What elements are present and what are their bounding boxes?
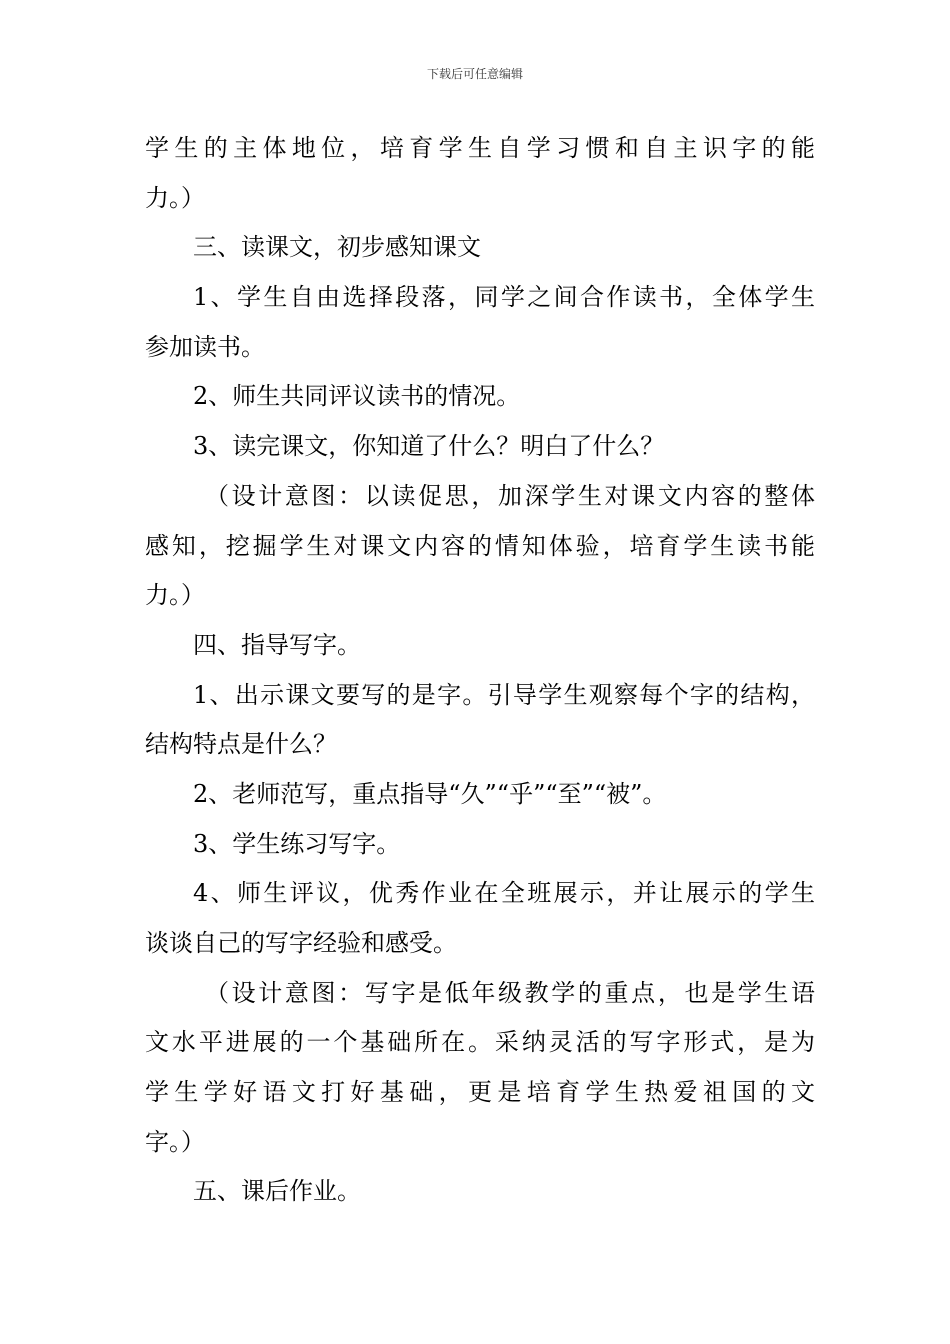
text-line: 3、读完课文，你知道了什么？明白了什么？ bbox=[193, 432, 665, 461]
text-line: 3、学生练习写字。 bbox=[193, 829, 401, 858]
text-line: 1、出示课文要写的是字。引导学生观察每个字的结构， bbox=[193, 680, 815, 709]
text-line: 学生学好语文打好基础，更是培育学生热爱祖国的文 bbox=[145, 1078, 815, 1107]
text-line: 2、师生共同评议读书的情况。 bbox=[193, 382, 521, 411]
text-line: 4、师生评议，优秀作业在全班展示，并让展示的学生 bbox=[193, 879, 815, 908]
text-line: 结构特点是什么？ bbox=[145, 730, 337, 759]
document-body bbox=[145, 124, 815, 1217]
text-line: 感知，挖掘学生对课文内容的情知体验，培育学生读书能 bbox=[145, 531, 815, 560]
text-line: 参加读书。 bbox=[145, 332, 265, 361]
text-line: 三、读课文，初步感知课文 bbox=[193, 233, 481, 262]
text-line: 力。） bbox=[145, 581, 205, 610]
text-line: 学生的主体地位，培育学生自学习惯和自主识字的能 bbox=[145, 134, 815, 162]
text-line: 力。） bbox=[145, 183, 205, 212]
text-line: （设计意图：写字是低年级教学的重点，也是学生语 bbox=[205, 978, 815, 1007]
text-line: 字。） bbox=[145, 1127, 205, 1156]
text-line: 1、学生自由选择段落，同学之间合作读书，全体学生 bbox=[193, 283, 815, 312]
page-header: 下载后可任意编辑 bbox=[426, 67, 523, 81]
text-line: 文水平进展的一个基础所在。采纳灵活的写字形式，是为 bbox=[145, 1028, 815, 1057]
text-line: 四、指导写字。 bbox=[193, 630, 361, 659]
text-line: 2、老师范写，重点指导“久”“乎”“至”“被”。 bbox=[193, 779, 667, 808]
text-line: （设计意图：以读促思，加深学生对课文内容的整体 bbox=[205, 481, 815, 510]
text-line: 五、课后作业。 bbox=[193, 1177, 361, 1206]
text-line: 谈谈自己的写字经验和感受。 bbox=[145, 929, 457, 957]
